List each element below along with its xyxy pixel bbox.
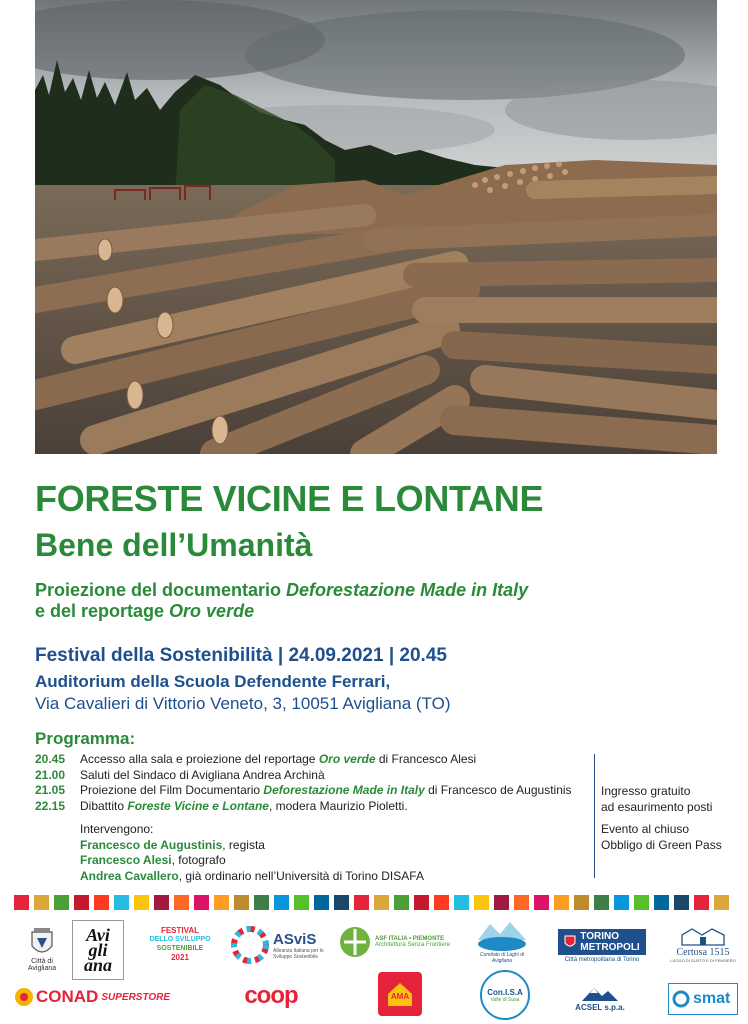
asf-globe-icon [338, 925, 372, 959]
schedule-row [35, 768, 572, 784]
sdg-color-square [434, 895, 449, 910]
projection-description [35, 580, 528, 622]
consa-text: Con.I.S.A [487, 987, 523, 997]
sdg-color-square [374, 895, 389, 910]
asf-logo [338, 922, 458, 962]
sdg-color-square [114, 895, 129, 910]
certosa-text: Certosa 1515 [676, 947, 730, 958]
asvis-wheel-icon [230, 925, 270, 965]
avigliana-city-text: Città di Avigliana [27, 958, 57, 972]
schedule-italic: Foreste Vicine e Lontane [127, 799, 269, 814]
schedule-list [35, 752, 572, 815]
sdg-color-square [494, 895, 509, 910]
sdg-color-square [614, 895, 629, 910]
festival-line3: SOSTENIBILE [156, 945, 204, 952]
schedule-time: 21.05 [35, 783, 66, 798]
asvis-sub-text: Alleanza Italiana per lo Sviluppo Sostenibile [273, 947, 324, 960]
info-limited-seats: ad esaurimento posti [601, 799, 713, 814]
torino-sub-text: Città metropolitana di Torino [564, 957, 640, 963]
sdg-color-square [194, 895, 209, 910]
sdg-color-square [174, 895, 189, 910]
sdg-color-square [594, 895, 609, 910]
sdg-color-square [134, 895, 149, 910]
sdg-color-square [334, 895, 349, 910]
speaker-role: , già ordinario nell’Università di Torino DISAFA [178, 869, 424, 884]
speaker-name: Francesco de Augustinis [80, 837, 223, 852]
schedule-text: Accesso alla sala e proiezione del reportage [80, 752, 319, 766]
programma-heading: Programma: [35, 729, 136, 748]
avigliana-wordmark-logo [72, 920, 124, 980]
sdg-color-square [554, 895, 569, 910]
speaker-item [80, 838, 424, 854]
sdg-color-square [474, 895, 489, 910]
lake-icon [476, 918, 528, 952]
sdg-color-square [674, 895, 689, 910]
hero-photo-log-yard [35, 0, 717, 454]
sdg-color-square [54, 895, 69, 910]
coop-logo [236, 982, 306, 1010]
sdg-color-square [634, 895, 649, 910]
conad-logo [14, 985, 189, 1009]
venue-name: Auditorium della Scuola Defendente Ferrari, [35, 672, 391, 691]
sdg-color-square [454, 895, 469, 910]
projection-line1-text: Proiezione del documentario [35, 580, 287, 600]
reportage-title: Oro verde [169, 601, 255, 621]
speaker-item [80, 869, 424, 885]
acsel-logo [570, 978, 630, 1018]
schedule-row [35, 783, 572, 799]
schedule-text-post: di Francesco Alesi [375, 752, 477, 766]
torino-line2: METROPOLI [580, 942, 640, 953]
speakers-list [80, 822, 424, 885]
festival-date-line: Festival della Sostenibilità | 24.09.2021 | 20.45 [35, 645, 447, 666]
sdg-color-square [514, 895, 529, 910]
schedule-text: Proiezione del Film Documentario [80, 783, 264, 798]
festival-line2: DELLO SVILUPPO [149, 936, 211, 943]
ama-text: AMA [390, 992, 410, 1001]
torino-line1: TORINO [580, 931, 619, 942]
consa-sub-text: Valle di Susa [490, 996, 520, 1003]
sdg-color-square [394, 895, 409, 910]
page-title: FORESTE VICINE E LONTANE [35, 478, 544, 519]
sdg-color-square [94, 895, 109, 910]
smat-logo [668, 983, 738, 1015]
schedule-text-post: , modera Maurizio Pioletti. [268, 799, 408, 814]
certosa-sub-text: LUOGO DI GUSTO E DI PENSIERO [670, 958, 736, 963]
schedule-row [35, 799, 572, 815]
speakers-heading: Intervengono: [80, 822, 154, 836]
acsel-text: ACSEL s.p.a. [575, 1002, 625, 1012]
torino-metropoli-logo [553, 924, 651, 968]
divider-line [594, 754, 595, 878]
speaker-name: Andrea Cavallero [80, 869, 179, 884]
event-info-side [601, 784, 722, 854]
documentary-title: Deforestazione Made in Italy [286, 580, 529, 600]
speaker-item [80, 853, 424, 869]
schedule-time: 20.45 [35, 752, 66, 766]
conad-flower-icon [14, 987, 34, 1007]
schedule-row [35, 752, 572, 768]
sdg-color-square [294, 895, 309, 910]
asvis-logo [230, 922, 330, 968]
sdg-color-square [214, 895, 229, 910]
schedule-text-post: di Francesco de Augustinis [424, 783, 572, 798]
sdg-color-square [74, 895, 89, 910]
sdg-color-square [694, 895, 709, 910]
asvis-text: ASviS [273, 930, 317, 948]
asf-sub-text: Architettura Senza Frontiere [375, 942, 451, 948]
sdg-color-square [254, 895, 269, 910]
acsel-mountain-icon [580, 985, 620, 1003]
sdg-color-square [534, 895, 549, 910]
page-subtitle: Bene dell’Umanità [35, 527, 313, 563]
avigliana-crest-logo [18, 920, 66, 978]
festival-sviluppo-logo [140, 922, 220, 966]
conad-sub-text: SUPERSTORE [101, 991, 171, 1003]
festival-line1: FESTIVAL [160, 926, 200, 935]
sdg-color-square [234, 895, 249, 910]
info-green-pass: Obbligo di Green Pass [601, 838, 722, 853]
sdg-color-square [154, 895, 169, 910]
sdg-color-square [574, 895, 589, 910]
speaker-name: Francesco Alesi [80, 853, 172, 868]
ama-logo [378, 972, 422, 1016]
info-free-entry: Ingresso gratuito [601, 784, 691, 798]
sdg-color-strip [14, 895, 734, 910]
festival-year: 2021 [171, 953, 189, 962]
smat-swirl-icon [672, 990, 690, 1008]
asf-text: ASF ITALIA • PIEMONTE [375, 936, 445, 942]
avigliana-big-text: Avi gli ana [83, 924, 112, 975]
smat-text: smat [693, 990, 731, 1007]
venue-address: Via Cavalieri di Vittorio Veneto, 3, 10051 Avigliana (TO) [35, 694, 451, 713]
sdg-color-square [714, 895, 729, 910]
sdg-color-square [34, 895, 49, 910]
sdg-color-square [354, 895, 369, 910]
schedule-text: Saluti del Sindaco di Avigliana Andrea Archinà [80, 767, 325, 782]
projection-line2-text: e del reportage [35, 601, 170, 621]
crest-icon [29, 926, 55, 958]
consa-logo [480, 970, 530, 1020]
laghi-avigliana-logo [472, 916, 532, 966]
torino-shield-icon [564, 935, 576, 949]
schedule-italic: Deforestazione Made in Italy [263, 783, 425, 798]
laghi-text: Comitato di Laghi di Avigliana [479, 952, 525, 964]
certosa-logo [668, 920, 738, 968]
schedule-time: 22.15 [35, 799, 66, 814]
certosa-building-icon [680, 925, 726, 947]
sdg-color-square [14, 895, 29, 910]
coop-text: coop [244, 982, 298, 1009]
sdg-color-square [414, 895, 429, 910]
schedule-italic: Oro verde [318, 752, 376, 766]
speaker-role: , regista [222, 837, 265, 852]
schedule-time: 21.00 [35, 767, 66, 782]
conad-text: CONAD [36, 987, 99, 1006]
sdg-color-square [654, 895, 669, 910]
sdg-color-square [314, 895, 329, 910]
schedule-text: Dibattito [80, 799, 128, 814]
info-indoor-event: Evento al chiuso [601, 822, 690, 837]
sdg-color-square [274, 895, 289, 910]
speaker-role: , fotografo [171, 853, 226, 868]
